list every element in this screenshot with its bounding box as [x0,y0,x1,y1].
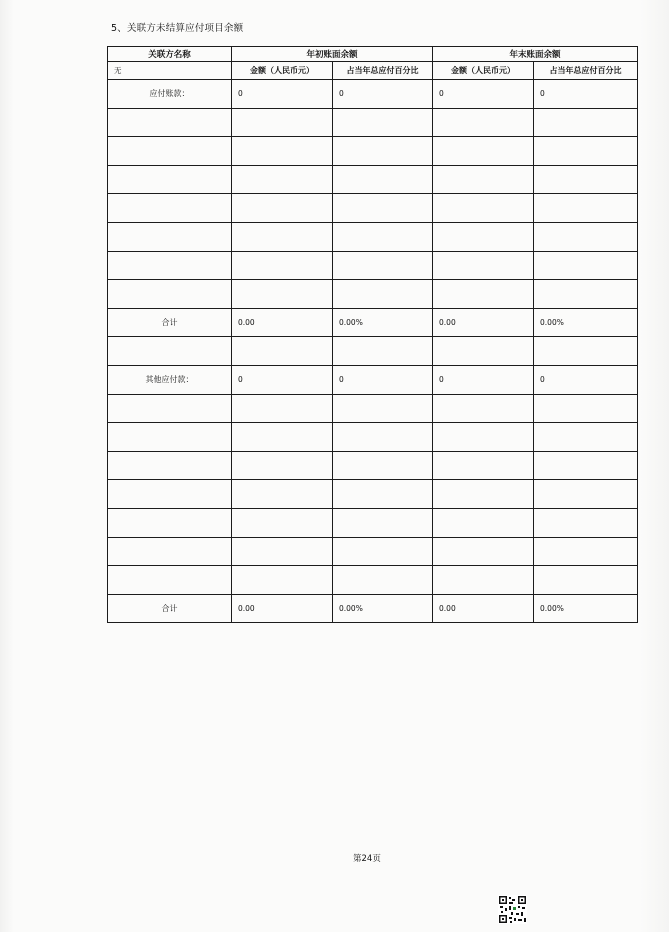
row-label: 合计 [108,308,232,337]
header-closing-amount: 金额（人民币元） [433,62,534,80]
opening-percent-cell [333,423,433,452]
closing-amount-cell [433,165,534,194]
closing-amount-cell: 0 [433,80,534,109]
table-row [108,423,638,452]
closing-amount-cell: 0.00 [433,308,534,337]
table-row [108,251,638,280]
closing-amount-cell [433,508,534,537]
closing-percent-cell [534,451,638,480]
opening-amount-cell [232,137,333,166]
row-label [108,280,232,309]
opening-percent-cell [333,537,433,566]
opening-percent-cell [333,337,433,366]
closing-amount-cell [433,451,534,480]
row-label [108,251,232,280]
opening-percent-cell [333,508,433,537]
closing-amount-cell [433,566,534,595]
opening-amount-cell [232,280,333,309]
opening-amount-cell [232,251,333,280]
section-title: 5、关联方未结算应付项目余额 [111,23,244,34]
opening-percent-cell [333,394,433,423]
closing-amount-cell [433,280,534,309]
table-row [108,537,638,566]
opening-amount-cell [232,537,333,566]
closing-percent-cell: 0.00% [534,594,638,623]
opening-amount-cell [232,423,333,452]
row-label [108,423,232,452]
row-label: 其他应付款： [108,365,232,394]
table-row [108,194,638,223]
table-row [108,566,638,595]
closing-percent-cell [534,222,638,251]
opening-percent-cell: 0.00% [333,594,433,623]
row-label [108,537,232,566]
table-row [108,480,638,509]
table-row [108,280,638,309]
table-row [108,508,638,537]
row-label [108,222,232,251]
closing-percent-cell [534,137,638,166]
closing-amount-cell [433,423,534,452]
closing-amount-cell [433,480,534,509]
header-closing-percent: 占当年总应付百分比 [534,62,638,80]
table-row [108,222,638,251]
header-opening-percent: 占当年总应付百分比 [333,62,433,80]
row-label [108,480,232,509]
row-label: 应付账款： [108,80,232,109]
opening-percent-cell [333,194,433,223]
related-party-payables-table [107,46,638,623]
opening-amount-cell [232,508,333,537]
opening-percent-cell: 0 [333,80,433,109]
closing-percent-cell [534,337,638,366]
opening-amount-cell: 0 [232,80,333,109]
closing-percent-cell: 0 [534,80,638,109]
row-label [108,508,232,537]
table-row [108,80,638,109]
closing-percent-cell [534,394,638,423]
closing-percent-cell [534,480,638,509]
page-number: 第24页 [353,854,381,864]
table-row [108,394,638,423]
closing-percent-cell [534,423,638,452]
row-label [108,451,232,480]
table-row [108,165,638,194]
opening-percent-cell [333,566,433,595]
opening-amount-cell [232,108,333,137]
closing-amount-cell [433,251,534,280]
opening-percent-cell [333,137,433,166]
opening-percent-cell: 0.00% [333,308,433,337]
row-label [108,566,232,595]
opening-amount-cell [232,451,333,480]
opening-percent-cell [333,280,433,309]
header-related-party-name: 关联方名称 [108,47,232,62]
opening-amount-cell [232,566,333,595]
header-opening-amount: 金额（人民币元） [232,62,333,80]
qr-code-icon [498,895,527,924]
opening-amount-cell: 0.00 [232,594,333,623]
table-row [108,337,638,366]
table-row [108,365,638,394]
header-row-1 [108,47,638,62]
closing-amount-cell [433,137,534,166]
closing-percent-cell: 0 [534,365,638,394]
header-closing-balance: 年末账面余额 [433,47,638,62]
opening-amount-cell [232,394,333,423]
row-label [108,337,232,366]
opening-percent-cell: 0 [333,365,433,394]
opening-percent-cell [333,451,433,480]
table-row [108,308,638,337]
closing-percent-cell [534,537,638,566]
none-indicator: 无 [108,62,232,80]
closing-percent-cell [534,194,638,223]
opening-percent-cell [333,165,433,194]
closing-percent-cell: 0.00% [534,308,638,337]
closing-amount-cell [433,537,534,566]
opening-amount-cell [232,165,333,194]
opening-amount-cell [232,194,333,223]
table-row [108,137,638,166]
closing-percent-cell [534,280,638,309]
opening-percent-cell [333,251,433,280]
row-label [108,394,232,423]
opening-percent-cell [333,480,433,509]
closing-amount-cell [433,394,534,423]
table-row [108,108,638,137]
row-label [108,165,232,194]
closing-amount-cell [433,108,534,137]
row-label [108,137,232,166]
closing-amount-cell [433,194,534,223]
closing-percent-cell [534,251,638,280]
opening-amount-cell [232,222,333,251]
closing-amount-cell [433,222,534,251]
row-label: 合计 [108,594,232,623]
opening-amount-cell [232,480,333,509]
closing-percent-cell [534,566,638,595]
row-label [108,108,232,137]
row-label [108,194,232,223]
closing-percent-cell [534,108,638,137]
table-row [108,594,638,623]
opening-amount-cell: 0.00 [232,308,333,337]
opening-amount-cell [232,337,333,366]
header-opening-balance: 年初账面余额 [232,47,433,62]
closing-amount-cell: 0 [433,365,534,394]
closing-percent-cell [534,508,638,537]
opening-amount-cell: 0 [232,365,333,394]
closing-amount-cell: 0.00 [433,594,534,623]
table-row [108,451,638,480]
closing-percent-cell [534,165,638,194]
opening-percent-cell [333,108,433,137]
opening-percent-cell [333,222,433,251]
header-row-2 [108,62,638,80]
closing-amount-cell [433,337,534,366]
